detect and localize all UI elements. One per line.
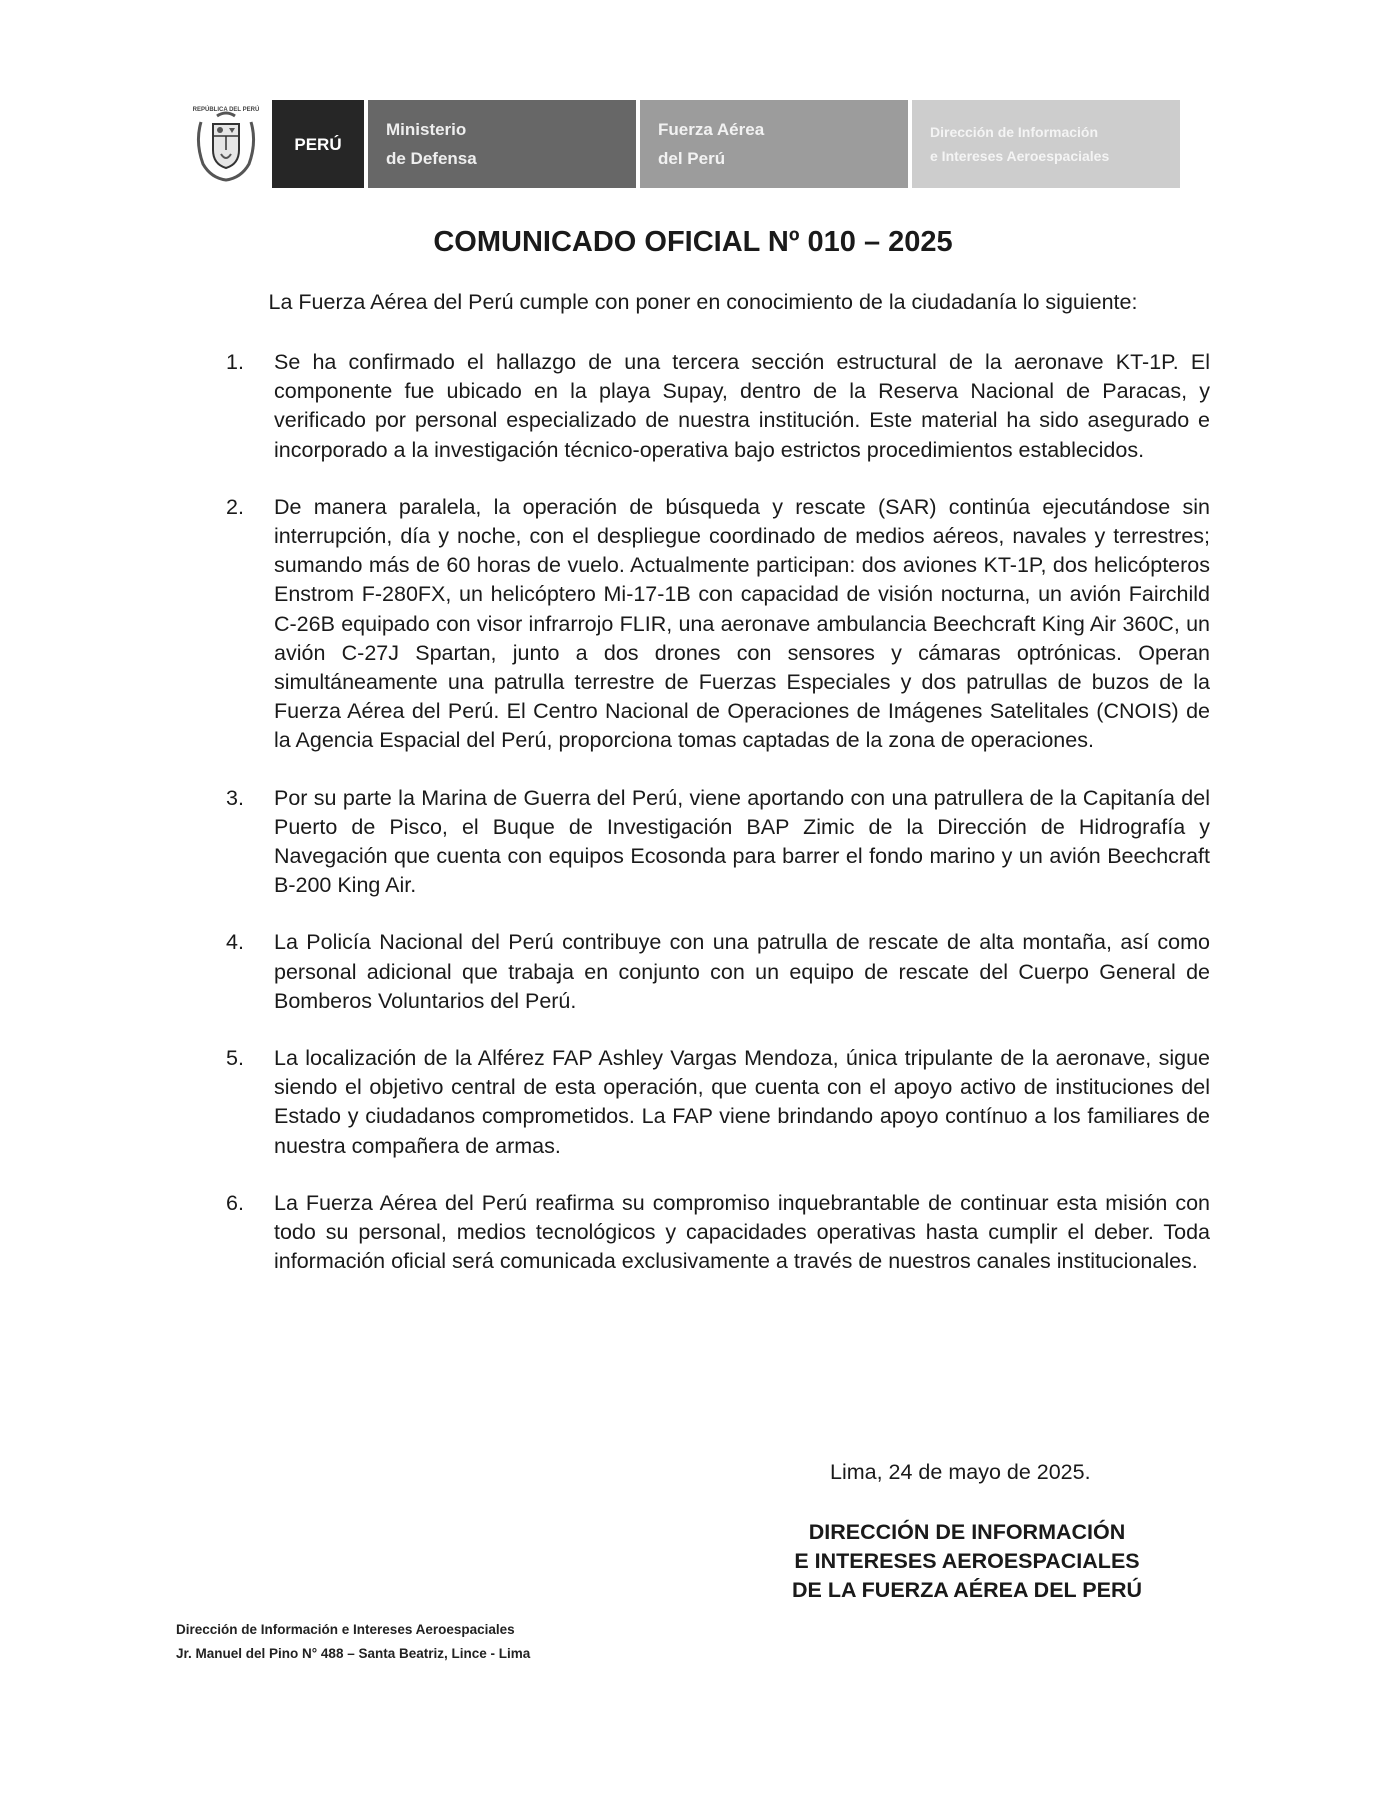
item-text: De manera paralela, la operación de búsqueda y rescate (SAR) continúa ejecutándose sin interrupción, día y noche, con el despliegue coordinado de medios aéreos, navales y terrestres; sumando más de 60 horas de vuelo. Actualmente participan: dos aviones KT-1P, dos helicópteros Enstrom F-280FX, un helicóptero Mi-17-1B con capacidad de visión nocturna, un avión Fairchild C-26B equipado con visor infrarrojo FLIR, una aeronave ambulancia Beechcraft King Air 360C, un avión C-27J Spartan, junto a dos drones con sensores y cámaras optrónicas. Operan simultáneamente una patrulla terrestre de Fuerzas Especiales y dos patrullas de buzos de la Fuerza Aérea del Perú. El Centro Nacional de Operaciones de Imágenes Satelitales (CNOIS) de la Agencia Espacial del Perú, proporciona tomas captadas de la zona de operaciones.: [274, 494, 1210, 753]
footer-address: [176, 1618, 530, 1666]
item-text: Se ha confirmado el hallazgo de una tercera sección estructural de la aeronave KT-1P. El componente fue ubicado en la playa Supay, dentro de la Reserva Nacional de Paracas, y verificado por personal especializado de nuestra institución. Este material ha sido asegurado e incorporado a la investigación técnico-operativa bajo estrictos procedimientos establecidos.: [274, 350, 1210, 462]
list-item: [196, 928, 1210, 1016]
band-dirinf-line-1: Dirección de Información: [930, 124, 1099, 140]
item-text: La Policía Nacional del Perú contribuye con una patrulla de rescate de alta montaña, así como personal adicional que trabaja en conjunto con un equipo de rescate del Cuerpo General de Bomberos Voluntarios del Perú.: [274, 930, 1210, 1013]
document-date: Lima, 24 de mayo de 2025.: [830, 1460, 1091, 1484]
band-fap-line-2: del Perú: [658, 149, 726, 168]
document-title: COMUNICADO OFICIAL Nº 010 – 2025: [433, 226, 953, 258]
item-number: 6.: [226, 1190, 244, 1215]
footer-line: Dirección de Información e Intereses Aeroespaciales: [176, 1622, 515, 1637]
letterhead: [186, 100, 1180, 188]
item-number: 4.: [226, 930, 244, 955]
peru-coat-of-arms-icon: [186, 100, 266, 188]
list-item: [196, 1189, 1210, 1277]
list-item: [196, 493, 1210, 756]
item-number: 2.: [226, 494, 244, 519]
list-item: [196, 784, 1210, 901]
band-mindef-line-1: Ministerio: [386, 120, 467, 139]
band-peru: [272, 100, 364, 188]
band-ministerio-defensa: [364, 100, 636, 188]
item-number: 1.: [226, 350, 244, 374]
band-fuerza-aerea: [636, 100, 908, 188]
band-mindef-line-2: de Defensa: [386, 149, 477, 168]
signature-line: DIRECCIÓN DE INFORMACIÓN: [808, 1520, 1126, 1544]
item-text: Por su parte la Marina de Guerra del Perú, viene aportando con una patrullera de la Capitanía del Puerto de Pisco, el Buque de Investigación BAP Zimic de la Dirección de Hidrografía y Navegación que cuenta con equipos Ecosonda para barrer el fondo marino y un avión Beechcraft B-200 King Air.: [274, 785, 1210, 898]
band-peru-label: PERÚ: [294, 134, 342, 154]
emblem-text: REPÚBLICA DEL PERÚ: [192, 107, 260, 113]
list-item: [196, 1044, 1210, 1161]
intro-paragraph: La Fuerza Aérea del Perú cumple con poner en conocimiento de la ciudadanía lo siguiente:: [268, 290, 1138, 314]
signature-line: DE LA FUERZA AÉREA DEL PERÚ: [792, 1578, 1142, 1602]
item-number: 5.: [226, 1046, 244, 1071]
item-text: La Fuerza Aérea del Perú reafirma su compromiso inquebrantable de continuar esta misión con todo su personal, medios tecnológicos y capacidades operativas hasta cumplir el deber. Toda información oficial será comunicada exclusivamente a través de nuestros canales institucionales.: [274, 1190, 1210, 1274]
band-direccion-informacion: [908, 100, 1180, 188]
signature-block: [752, 1518, 1182, 1605]
band-fap-line-1: Fuerza Aérea: [658, 120, 765, 139]
item-number: 3.: [226, 785, 244, 810]
signature-line: E INTERESES AEROESPACIALES: [794, 1549, 1140, 1573]
footer-line: Jr. Manuel del Pino N° 488 – Santa Beatriz, Lince - Lima: [176, 1646, 531, 1661]
band-dirinf-line-2: e Intereses Aeroespaciales: [930, 148, 1110, 164]
item-text: La localización de la Alférez FAP Ashley Vargas Mendoza, única tripulante de la aeronave, sigue siendo el objetivo central de esta operación, que cuenta con el apoyo activo de instituciones del Estado y ciudadanos comprometidos. La FAP viene brindando apoyo contínuo a los familiares de nuestra compañera de armas.: [274, 1046, 1210, 1158]
list-item: [196, 348, 1210, 465]
numbered-list: [196, 348, 1210, 1304]
